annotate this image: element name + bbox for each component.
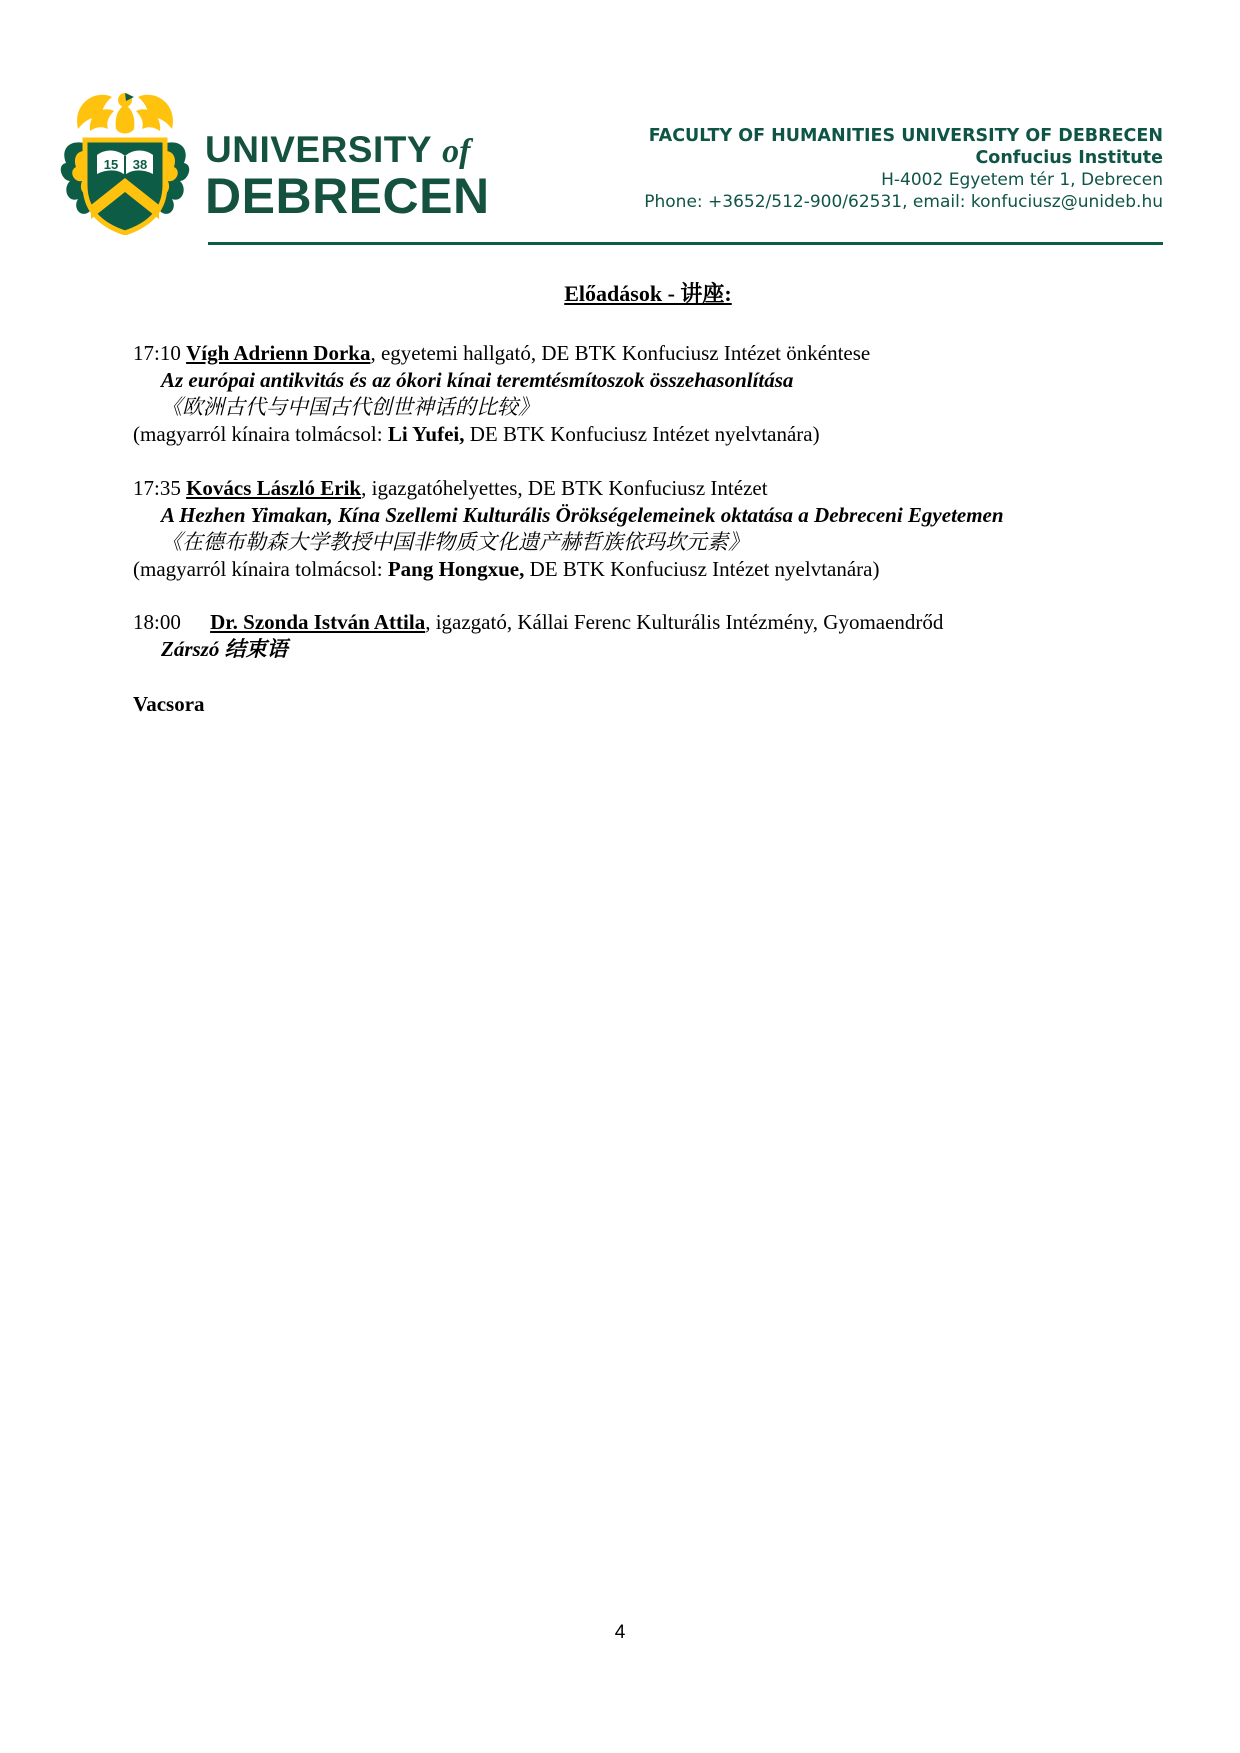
header-divider — [208, 242, 1163, 245]
header-contact-block — [644, 125, 1163, 213]
university-crest-icon — [60, 85, 190, 235]
program-item-3 — [133, 609, 1163, 663]
interpreter-suffix: DE BTK Konfuciusz Intézet nyelvtanára) — [524, 557, 880, 581]
talk-time: 18:00 — [133, 610, 181, 634]
program-item-2 — [133, 475, 1163, 583]
interpreter-prefix: (magyarról kínaira tolmácsol: — [133, 557, 388, 581]
section-title: Előadások - 讲座: — [564, 281, 732, 306]
talk-title-hu: Az európai antikvitás és az ókori kínai teremtésmítoszok összehasonlítása — [161, 368, 794, 392]
speaker-role: , igazgató, Kállai Ferenc Kulturális Intézmény, Gyomaendrőd — [425, 610, 944, 634]
page-number: 4 — [614, 1622, 626, 1643]
talk-title-hu: A Hezhen Yimakan, Kína Szellemi Kulturális Örökségelemeinek oktatása a Debreceni Egyetemen — [161, 503, 1004, 527]
faculty-line: FACULTY OF HUMANITIES UNIVERSITY OF DEBRECEN — [648, 126, 1163, 146]
interpreter-line — [133, 556, 1163, 583]
program-item-1 — [133, 340, 1163, 448]
wordmark-of: of — [442, 133, 471, 170]
university-wordmark — [205, 129, 490, 224]
talk-time: 17:10 — [133, 341, 181, 365]
speaker-name: Vígh Adrienn Dorka — [186, 341, 371, 365]
speaker-line — [133, 609, 1163, 636]
institute-line: Confucius Institute — [975, 148, 1163, 168]
talk-time: 17:35 — [133, 476, 181, 500]
interpreter-name: Li Yufei, — [387, 422, 465, 446]
page-header — [60, 85, 1163, 240]
contact-line: Phone: +3652/512-900/62531, email: konfuciusz@unideb.hu — [644, 192, 1163, 212]
interpreter-name: Pang Hongxue, — [387, 557, 525, 581]
address-line: H-4002 Egyetem tér 1, Debrecen — [881, 170, 1163, 190]
wordmark-line2: DEBRECEN — [205, 168, 490, 224]
talk-title-zh: 《欧洲古代与中国古代创世神话的比较》 — [161, 395, 539, 419]
crest-year-left: 15 — [103, 157, 119, 172]
closing-note: Vacsora — [133, 692, 205, 716]
speaker-role: , igazgatóhelyettes, DE BTK Konfuciusz Intézet — [361, 476, 768, 500]
speaker-role: , egyetemi hallgató, DE BTK Konfuciusz Intézet önkéntese — [370, 341, 871, 365]
university-crest — [60, 85, 190, 240]
speaker-name: Kovács László Erik — [186, 476, 362, 500]
speaker-line — [133, 340, 1163, 367]
speaker-line — [133, 475, 1163, 502]
speaker-name: Dr. Szonda István Attila — [210, 610, 426, 634]
talk-title-zh: 《在德布勒森大学教授中国非物质文化遗产赫哲族依玛坎元素》 — [161, 530, 749, 554]
crest-year-right: 38 — [132, 157, 148, 172]
program-content — [133, 280, 1163, 718]
talk-title-hu: Zárszó 结束语 — [161, 637, 288, 661]
interpreter-suffix: DE BTK Konfuciusz Intézet nyelvtanára) — [464, 422, 820, 446]
wordmark-line1: UNIVERSITY of — [205, 129, 471, 170]
interpreter-prefix: (magyarról kínaira tolmácsol: — [133, 422, 388, 446]
interpreter-line — [133, 421, 1163, 448]
